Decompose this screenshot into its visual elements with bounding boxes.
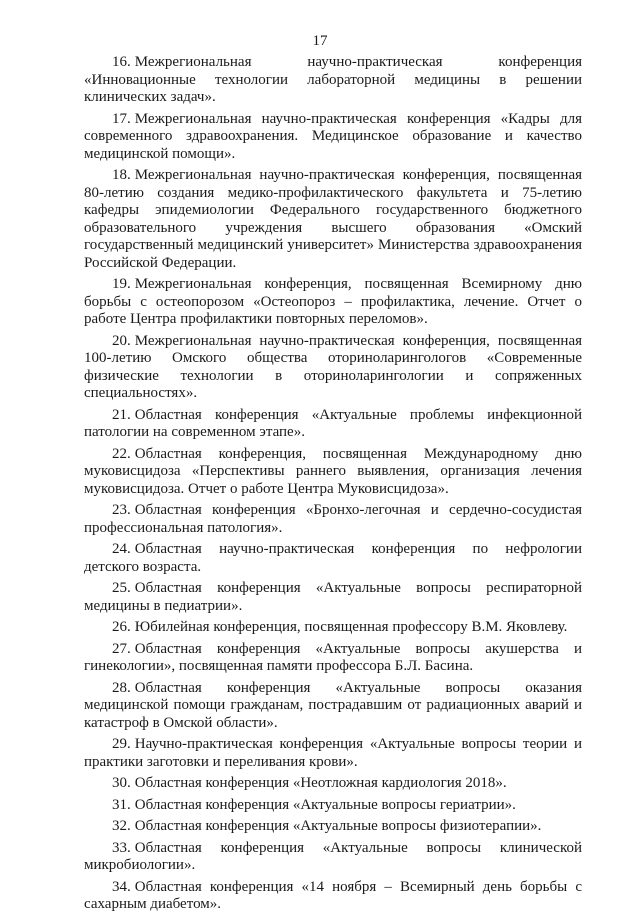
list-item — [84, 797, 582, 815]
item-number: 26. — [112, 619, 131, 635]
item-number: 27. — [112, 640, 131, 657]
list-item — [84, 619, 582, 637]
item-number: 17. — [112, 110, 131, 127]
item-number: 22. — [112, 445, 131, 462]
list-item — [84, 276, 582, 329]
list-item — [84, 111, 582, 164]
list-item — [84, 879, 582, 914]
item-text: Областная конференция «Актуальные вопросы клинической микробиологии». — [84, 839, 582, 873]
list-item — [84, 446, 582, 499]
list-item — [84, 541, 582, 576]
item-number: 31. — [112, 796, 131, 813]
item-text: Межрегиональная научно-практическая конференция «Кадры для современного здравоохранения. Медицинское образование и качество медицинской помощи». — [84, 110, 582, 162]
item-number: 32. — [112, 818, 131, 834]
item-text: Областная научно-практическая конференция по нефрологии детского возраста. — [84, 541, 582, 575]
item-number: 20. — [112, 332, 131, 349]
item-number: 30. — [112, 775, 131, 791]
list-item — [84, 580, 582, 615]
item-text: Межрегиональная конференция, посвященная Всемирному дню борьбы с остеопорозом «Остеопороз – профилактика, лечение. Отчет о работе Центра профилактики повторных переломов». — [84, 276, 582, 327]
list-item — [84, 407, 582, 442]
list-item — [84, 840, 582, 875]
list-item — [84, 167, 582, 272]
list-item — [84, 641, 582, 676]
item-text: Областная конференция «Актуальные вопросы оказания медицинской помощи гражданам, пострадавшим от радиационных аварий и катастроф в Омской области». — [84, 679, 582, 731]
item-text: Областная конференция «Бронхо-легочная и сердечно-сосудистая профессиональная патология». — [84, 502, 582, 536]
item-text: Областная конференция, посвященная Международному дню муковисцидоза «Перспективы раннего выявления, организация лечения муковисцидоза. Отчет о работе Центра Муковисцидоза». — [84, 445, 582, 497]
list-item — [84, 775, 582, 793]
item-text: Областная конференция «Актуальные вопросы физиотерапии». — [134, 818, 542, 834]
list-item — [84, 502, 582, 537]
item-number: 24. — [112, 541, 131, 557]
item-text: Научно-практическая конференция «Актуальные вопросы теории и практики заготовки и переливания крови». — [84, 736, 582, 770]
item-text: Межрегиональная научно-практическая конференция «Инновационные технологии лабораторной медицины в решении клинических задач». — [84, 54, 582, 105]
item-text: Областная конференция «Неотложная кардиология 2018». — [134, 775, 507, 791]
item-text: Юбилейная конференция, посвященная профессору В.М. Яковлеву. — [134, 619, 568, 635]
item-number: 34. — [112, 878, 131, 895]
item-text: Межрегиональная научно-практическая конференция, посвященная 100-летию Омского общества оториноларингологов «Современные физические технологии в оториноларингологии и сопряженных специальностях». — [84, 332, 582, 401]
list-item — [84, 736, 582, 771]
item-text: Областная конференция «Актуальные вопросы респираторной медицины в педиатрии». — [84, 580, 582, 614]
item-number: 23. — [112, 502, 131, 518]
item-text: Областная конференция «14 ноября – Всемирный день борьбы с сахарным диабетом». — [84, 878, 582, 912]
item-number: 19. — [112, 276, 131, 292]
list-item — [84, 680, 582, 733]
item-number: 25. — [112, 580, 131, 596]
item-text: Областная конференция «Актуальные вопросы гериатрии». — [134, 796, 516, 813]
item-number: 29. — [112, 736, 131, 752]
list-item — [84, 333, 582, 403]
page-number: 17 — [312, 33, 328, 49]
item-number: 33. — [112, 839, 131, 856]
item-number: 21. — [112, 406, 131, 423]
item-number: 28. — [112, 679, 131, 696]
item-number: 18. — [112, 167, 131, 183]
list-item — [84, 54, 582, 107]
item-number: 16. — [112, 54, 131, 70]
item-text: Областная конференция «Актуальные вопросы акушерства и гинекологии», посвященная памяти профессора Б.Л. Басина. — [84, 640, 582, 674]
list-item — [84, 818, 582, 836]
conference-list — [84, 54, 582, 918]
item-text: Областная конференция «Актуальные проблемы инфекционной патологии на современном этапе». — [84, 406, 582, 440]
item-text: Межрегиональная научно-практическая конференция, посвященная 80-летию создания медико-профилактического факультета и 75-летию кафедры эпидемиологии Федерального государственного бюджетного образовательного учреждения высшего образования «Омский государственный медицинский университет» Министерства здравоохранения Российской Федерации. — [84, 167, 582, 271]
